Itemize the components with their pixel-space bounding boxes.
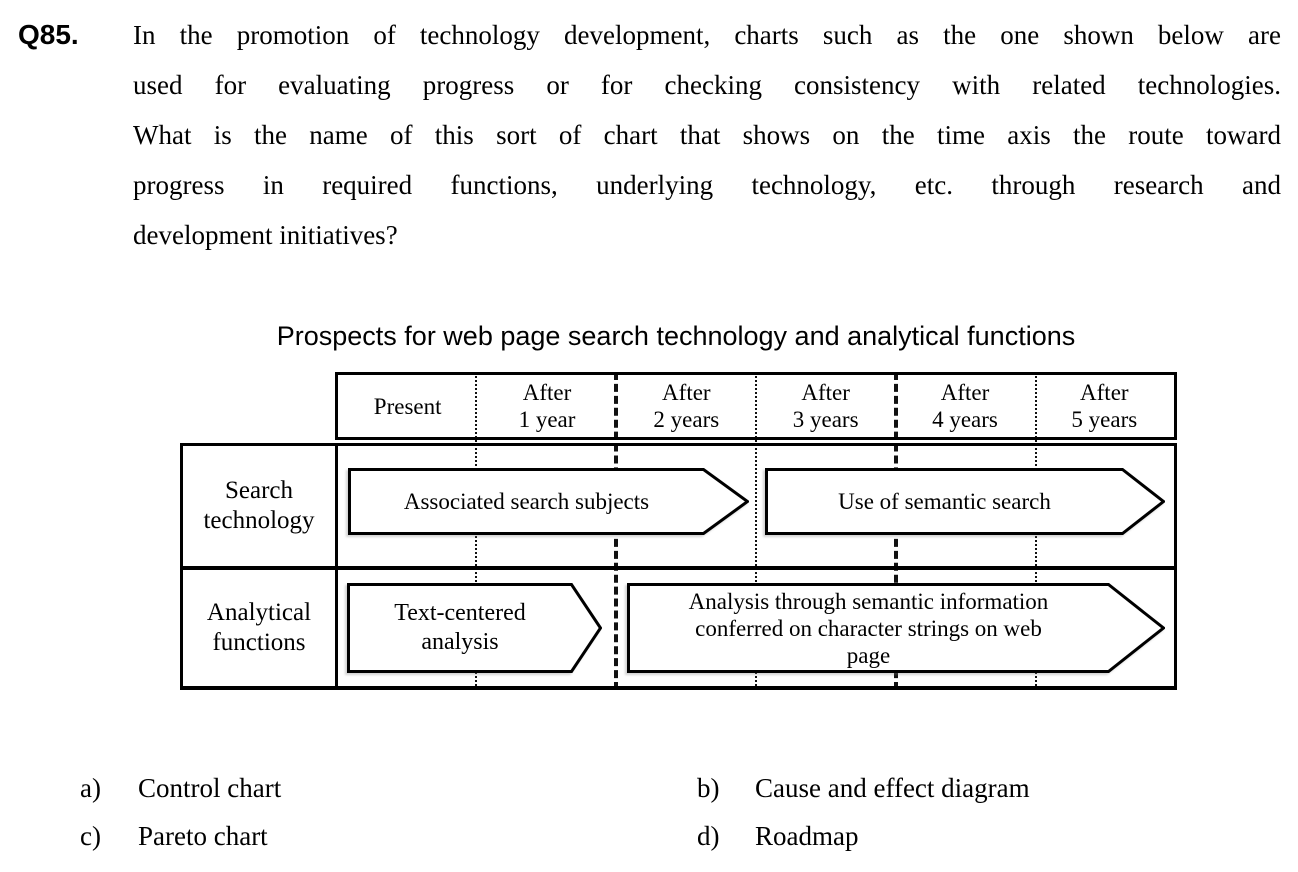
arrow-label: Text-centered analysis [394, 600, 526, 655]
option-letter: d) [697, 821, 720, 851]
arrow-label: Associated search subjects [403, 489, 650, 514]
option-c [80, 819, 268, 853]
option-letter: a) [80, 773, 101, 803]
header-cell-after-1-year: After 1 year [518, 380, 576, 432]
question-text-line: development initiatives? [133, 220, 398, 250]
row-divider [183, 566, 1174, 570]
roadmap-figure [180, 372, 1177, 690]
row-label-analytical-functions: Analytical functions [206, 599, 312, 656]
question-number: Q85. [18, 19, 79, 50]
timeline-header [335, 372, 1177, 440]
question-text [133, 10, 1281, 260]
option-label: Pareto chart [138, 821, 268, 851]
option-label: Control chart [138, 773, 282, 803]
header-cell-after-4-years: After 4 years [932, 380, 998, 432]
arrow-associated-search-subjects [348, 468, 749, 535]
header-cell-after-2-years: After 2 years [653, 380, 720, 432]
arrow-semantic-information-analysis [627, 583, 1165, 673]
option-label: Cause and effect diagram [755, 773, 1030, 803]
question-text-line: What is the name of this sort of chart that shows on the time axis the route toward [133, 120, 1281, 150]
arrow-use-of-semantic-search [765, 468, 1165, 535]
option-letter: c) [80, 821, 101, 851]
arrow-label: Analysis through semantic information conferred on character strings on web page [688, 588, 1049, 668]
header-cell-after-3-years: After 3 years [792, 380, 859, 432]
row-label-search-technology: Search technology [203, 477, 315, 534]
question-text-line: In the promotion of technology development, charts such as the one shown below are [133, 20, 1281, 50]
option-letter: b) [697, 773, 720, 803]
option-b [697, 771, 1030, 805]
header-cell-after-5-years: After 5 years [1071, 380, 1138, 432]
option-label: Roadmap [755, 821, 859, 851]
option-a [80, 771, 281, 805]
figure-title: Prospects for web page search technology and analytical functions [276, 321, 1076, 351]
arrow-text-centered-analysis [347, 583, 602, 673]
arrow-label: Use of semantic search [838, 489, 1051, 514]
header-cell-present: Present [373, 393, 442, 419]
question-text-line: progress in required functions, underlying technology, etc. through research and [133, 170, 1281, 200]
option-d [697, 819, 858, 853]
question-text-line: used for evaluating progress or for checking consistency with related technologies. [133, 70, 1281, 100]
